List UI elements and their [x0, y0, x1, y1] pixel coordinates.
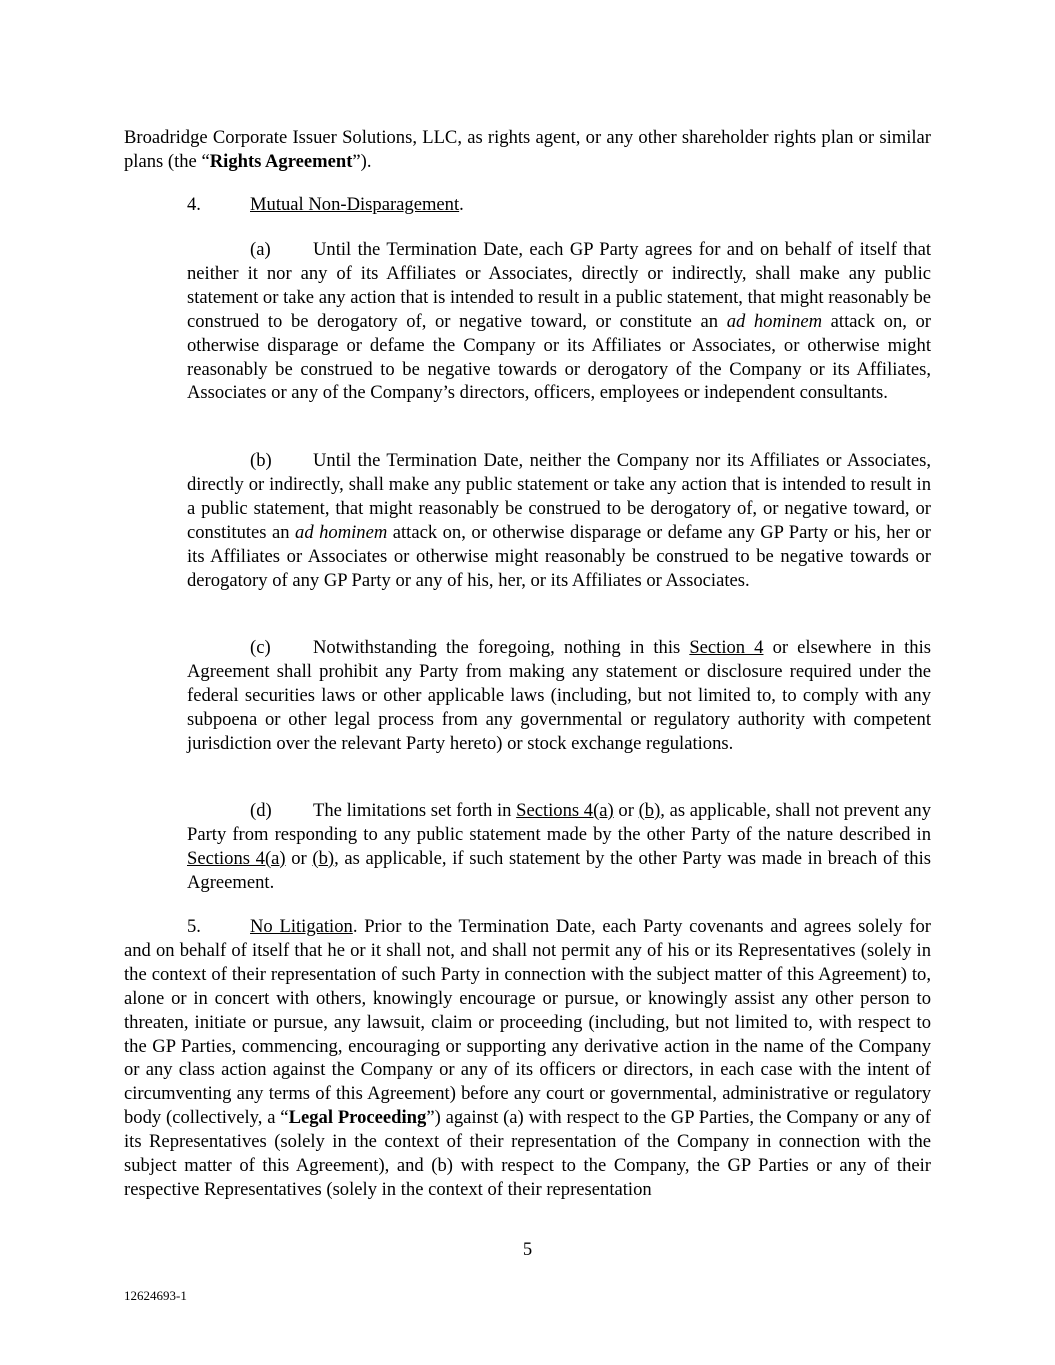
- clause-text: attack on, or otherwise disparage or defame any GP Party or his, her or its Affiliates or Associates or otherwise might reasonably be construed to be negative towards or derogatory of any GP Party or any of his, her, or its Affiliates or Associates.: [187, 521, 931, 591]
- section-4d-paragraph: [187, 799, 931, 895]
- clause-text: The limitations set forth in: [313, 800, 517, 821]
- clause-text: or: [613, 800, 639, 821]
- clause-text: or elsewhere in this Agreement shall prohibit any Party from making any statement or disclosure required under the federal securities laws or other applicable laws (including, but not limited to, to comply with any subpoena or other legal process from any governmental or regulatory authority with competent jurisdiction over the relevant Party hereto) or stock exchange regulations.: [187, 637, 932, 754]
- clause-label: (a): [250, 239, 271, 260]
- clause-label: (b): [250, 450, 272, 471]
- document-id: 12624693-1: [124, 1288, 187, 1303]
- section-4b-paragraph: [187, 449, 931, 592]
- clause-text: attack on, or otherwise disparage or defame the Company or its Affiliates or Associates, or otherwise might reasonably be construed to be negative towards or derogatory of the Company or its Affiliates, Associates or any of the Company’s directors, officers, employees or independent consultants.: [187, 310, 931, 404]
- section-reference: Section 4: [689, 637, 764, 658]
- italic-term: ad hominem: [726, 310, 823, 332]
- clause-label: (c): [250, 637, 271, 658]
- section-title: Mutual Non-Disparagement: [250, 194, 460, 215]
- section-title: No Litigation: [250, 916, 353, 937]
- section-title-end: .: [459, 194, 464, 215]
- section-5-paragraph: [124, 915, 931, 1202]
- intro-paragraph: [124, 126, 931, 174]
- section-reference: (b): [638, 800, 661, 821]
- page-number: 5: [522, 1239, 533, 1260]
- section-reference: Sections 4(a): [187, 847, 286, 869]
- section-4-heading: [187, 193, 464, 217]
- section-4a-paragraph: [187, 238, 931, 405]
- clause-text: , as applicable, if such statement by the other Party was made in breach of this Agreement.: [187, 847, 931, 893]
- section-4c-paragraph: [187, 636, 931, 756]
- section-text: . Prior to the Termination Date, each Party covenants and agrees solely for and on behalf of itself that he or it shall not, and shall not permit any of his or its Representatives (solely in the context of their representation of such Party in connection with the subject matter of this Agreement) to, alone or in concert with others, knowingly encourage or pursue, or knowingly assist any other person to threaten, initiate or pursue, any lawsuit, claim or proceeding (including, but not limited to, with respect to the GP Parties, commencing, encouraging or supporting any derivative action in the name of the Company or any class action against the Company or any of its officers or directors, in each case with the intent of circumventing any terms of this Agreement) before any court or governmental, administrative or regulatory body (collectively, a “: [124, 916, 931, 1129]
- clause-text: Until the Termination Date, each GP Party agrees for and on behalf of itself that neither it nor any of its Affiliates or Associates, directly or indirectly, shall make any public statement or take any action that is intended to result in a public statement, that might reasonably be construed to be derogatory of, or negative toward, or constitute an: [187, 239, 931, 332]
- clause-label: (d): [250, 800, 272, 821]
- intro-text: Broadridge Corporate Issuer Solutions, LLC, as rights agent, or any other shareholder rights plan or similar plans (the “: [124, 127, 931, 172]
- clause-text: Notwithstanding the foregoing, nothing in this: [313, 637, 690, 658]
- defined-term-rights-agreement: Rights Agreement: [209, 150, 353, 172]
- section-text: ”) against (a) with respect to the GP Parties, the Company or any of its Representatives (solely in the context of their representation of the Company in connection with the subject matter of this Agreement), and (b) with respect to the Company, the GP Parties or any of their respective Representatives (solely in the context of their representation: [124, 1107, 931, 1200]
- italic-term: ad hominem: [295, 521, 388, 543]
- section-number: 4.: [187, 194, 201, 215]
- intro-text-end: ”).: [352, 150, 372, 172]
- section-reference: (b): [312, 847, 335, 869]
- section-reference: Sections 4(a): [516, 800, 614, 821]
- section-number: 5.: [187, 916, 201, 937]
- clause-text: or: [285, 847, 313, 869]
- clause-text: Until the Termination Date, neither the Company nor its Affiliates or Associates, directly or indirectly, shall make any public statement or take any action that is intended to result in a public statement, that might reasonably be construed to be derogatory of, or negative toward, or constitutes an: [187, 450, 931, 543]
- defined-term-legal-proceeding: Legal Proceeding: [288, 1107, 427, 1129]
- clause-text: , as applicable, shall not prevent any Party from responding to any public statement made by the other Party of the nature described in: [187, 800, 931, 845]
